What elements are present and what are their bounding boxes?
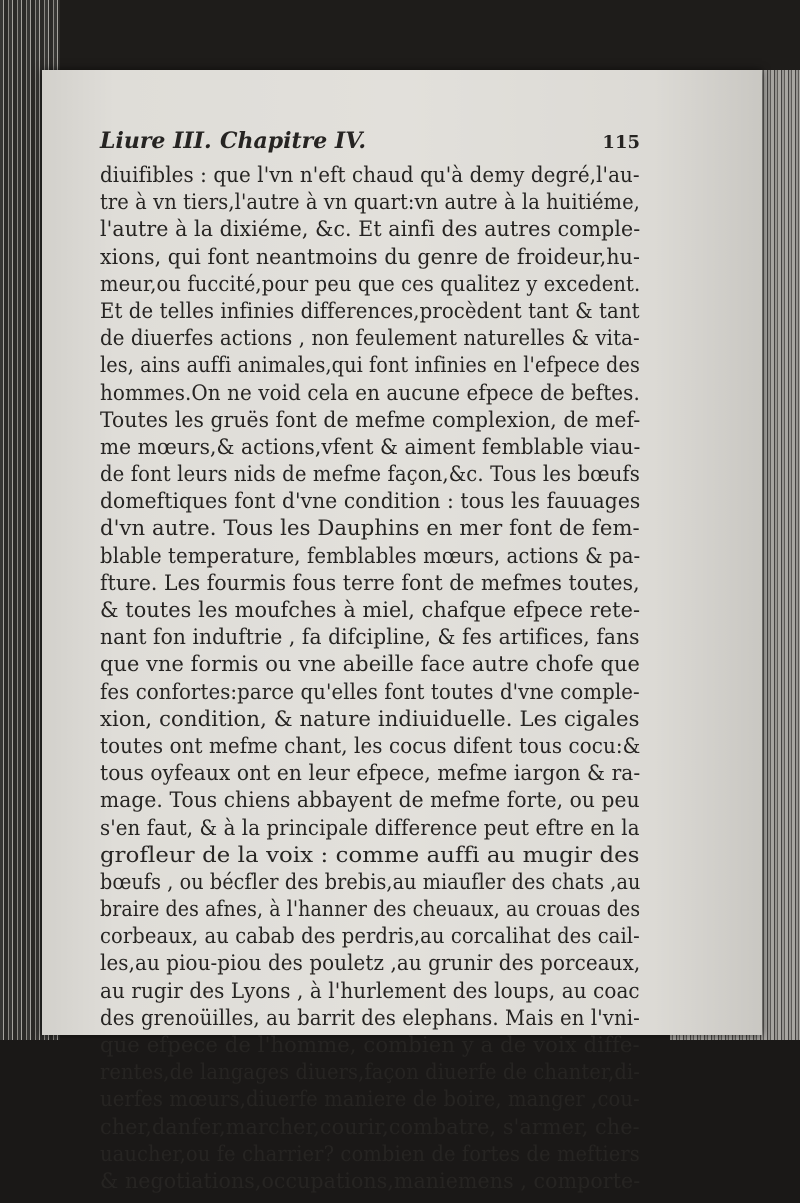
text-line: meur,ou fuccité,pour peu que ces qualitez y excedent. (100, 271, 641, 297)
text-line: toutes ont mefme chant, les cocus difent tous cocu:& (100, 733, 641, 759)
text-line: que vne formis ou vne abeille face autre chofe que (100, 652, 640, 678)
text-line: fes confortes:parce qu'elles font toutes d'vne comple- (100, 679, 640, 705)
text-line: Toutes les gruës font de mefme complexion, de mef- (100, 407, 641, 433)
text-line: me mœurs,& actions,vfent & aiment femblable viau- (100, 434, 641, 460)
text-line: de font leurs nids de mefme façon,&c. Tous les bœufs (100, 462, 640, 488)
text-line: grofleur de la voix : comme auffi au mugir des (100, 842, 640, 868)
text-line: rentes,de langages diuers,façon diuerfe de chanter,di- (100, 1060, 640, 1086)
text-line: cher,danfer,marcher,courir,combatre, s'armer, che- (100, 1114, 640, 1140)
text-line: fture. Les fourmis fous terre font de mefmes toutes, (100, 570, 640, 596)
text-line: uerfes mœurs,diuerfe maniere de boire, manger ,cou- (100, 1087, 640, 1113)
body-text (100, 162, 640, 1195)
text-line: hommes.On ne void cela en aucune efpece de beftes. (100, 380, 640, 406)
running-head-chapter: Chapitre IV. (220, 128, 367, 154)
text-line: Et de telles infinies differences,procèdent tant & tant (100, 298, 640, 324)
running-head-book: Liure III. (100, 128, 212, 154)
text-line: nant fon induftrie , fa difcipline, & fes artifices, fans (100, 625, 640, 651)
text-line: les,au piou-piou des pouletz ,au grunir des porceaux, (100, 951, 641, 977)
text-line: uaucher,ou fe charrier? combien de fortes de meftiers (100, 1141, 640, 1167)
text-line: au rugir des Lyons , à l'hurlement des loups, au coac (100, 978, 640, 1004)
text-line: bœufs , ou bécfler des brebis,au miaufler des chats ,au (100, 869, 641, 895)
page-number: 115 (602, 132, 640, 153)
page-content (100, 128, 640, 1195)
text-line: de diuerfes actions , non feulement naturelles & vita- (100, 326, 640, 352)
running-head (100, 128, 640, 162)
text-line: les, ains auffi animales,qui font infinies en l'efpece des (100, 353, 640, 379)
text-line: tre à vn tiers,l'autre à vn quart:vn autre à la huitiéme, (100, 190, 640, 216)
text-line: tous oyfeaux ont en leur efpece, mefme iargon & ra- (100, 761, 641, 787)
text-line: & negotiations,occupations,maniemens , comporte- (100, 1168, 641, 1194)
text-line: & toutes les moufches à miel, chafque efpece rete- (100, 598, 641, 623)
text-line: xion, condition, & nature indiuiduelle. Les cigales (100, 706, 640, 732)
text-line: d'vn autre. Tous les Dauphins en mer font de fem- (100, 516, 640, 542)
text-line: domeftiques font d'vne condition : tous les fauuages (100, 489, 641, 515)
text-line: s'en faut, & à la principale difference peut eftre en la (100, 815, 640, 841)
text-line: corbeaux, au cabab des perdris,au corcalihat des cail- (100, 924, 640, 950)
text-line: blable temperature, femblables mœurs, actions & pa- (100, 543, 641, 569)
text-line: diuifibles : que l'vn n'eft chaud qu'à demy degré,l'au- (100, 163, 640, 188)
text-line: des grenoüilles, au barrit des elephans. Mais en l'vni- (100, 1005, 640, 1031)
text-line: que efpece de l'homme, combien y a de voix diffe- (100, 1033, 640, 1058)
text-line: mage. Tous chiens abbayent de mefme forte, ou peu (100, 788, 640, 814)
text-line: xions, qui font neantmoins du genre de froideur,hu- (100, 244, 640, 270)
text-line: braire des afnes, à l'hanner des cheuaux, au crouas des (100, 897, 641, 923)
text-line: l'autre à la dixiéme, &c. Et ainfi des autres comple- (100, 217, 641, 243)
